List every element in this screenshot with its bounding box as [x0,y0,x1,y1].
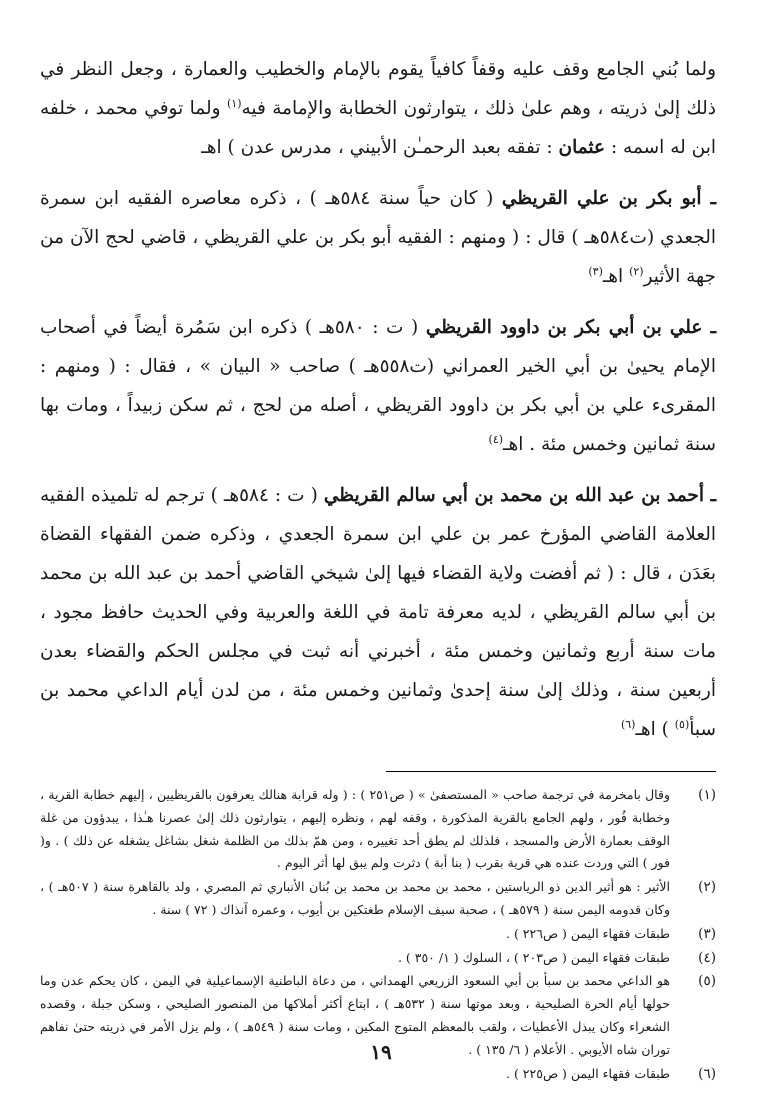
footnote-ref[interactable]: (٥) [674,717,690,731]
footnote-number: (٢) [698,879,716,896]
footnote-item [40,784,716,875]
footnote-number: (٤) [698,949,716,966]
footnote-text: الأثير : هو أثير الدين ذو الرياستين ، محمد بن محمد بن محمد بن بُنان الأنباري ثم المصري ، ولد بالقاهرة سنة ( ٥٠٧هـ ) ، وكان قدومه اليمن سنة ( ٥٧٩هـ ) ، صحبة سيف الإسلام طغتكين بن أيوب ، وعمره آنذاك ( ٧٢ ) سنة . [40,879,670,917]
paragraph-text: ( ت : ٥٨٤هـ ) ترجم له تلميذه الفقيه العلامة القاضي المؤرخ عمر بن علي ابن سمرة الجعدي ، وذكره ضمن الفقهاء القضاة بعَدَن ، قال : ( ثم أفضت ولاية القضاء فيها إلىٰ شيخي القاضي أحمد بن عبد الله بن محمد بن أبي سالم القريظي ، لديه معرفة تامة في اللغة والعربية وفي الحديث حافظ مجود ، مات سنة أربع وثمانين وخمس مئة ، أخبرني أنه ثبت في مجلس الحكم والقضاء بعدن أربعين سنة ، وذلك إلىٰ سنة إحدىٰ وثمانين وخمس مئة ، من لدن أيام الداعي محمد بن سبأ [40,485,716,740]
paragraph-text: ) اهـ [635,719,675,740]
footnote-number: (١) [698,787,716,803]
biography-heading: ـ علي بن أبي بكر بن داوود القريظي [425,317,717,338]
book-page [40,50,716,1113]
biography-heading: ـ أحمد بن عبد الله بن محمد بن أبي سالم القريظي [323,485,717,506]
footnote-ref[interactable]: (٣) [588,264,603,278]
footnote-text: هو الداعي محمد بن سبأ بن أبي السعود الزريعي الهمداني ، من دعاة الباطنية الإسماعيلية في اليمن ، كان يحكم عدن وما حولها أيام الحرة الصليحية ، وبعد موتها سنة ( ٥٣٢هـ ) ، ابتاع أكثر أملاكها من المنصور الصليحي ، وسكن جبلة ، وقصده الشعراء وكان يبذل الأعطيات ، ولقب بالمعظم المتوج المكين ، ومات سنة ( ٥٤٩هـ ) ، ولم يزل الأمر في ذريته حتىٰ نفاهم توران شاه الأيوبي . الأعلام ( ٦/ ١٣٥ ) . [40,973,670,1057]
footnote-divider [386,771,716,772]
footnote-ref[interactable]: (١) [226,96,242,110]
biography-abu-bakr [40,179,716,296]
footnote-item [40,876,716,922]
paragraph-text: ولما بُني الجامع وقف عليه وقفاً كافياً يقوم بالإمام والخطيب والعمارة ، وجعل النظر في ذلك إلىٰ ذريته ، وهم علىٰ ذلك ، يتوارثون الخطابة والإمامة فيه [40,59,717,119]
footnote-ref[interactable]: (٤) [488,432,504,446]
paragraph-text: ولما توفي محمد ، خلفه ابن له اسمه : [40,98,716,158]
footnote-number: (٥) [698,973,716,990]
person-name: عثمان [558,137,606,158]
footnote-item [40,923,716,946]
footnote-number: (٣) [698,925,716,942]
footnote-ref[interactable]: (٦) [620,717,636,731]
footnote-item [40,947,716,970]
footnote-text: طبقات فقهاء اليمن ( ص٢٢٥ ) . [506,1065,670,1081]
footnote-item [40,1063,716,1086]
footnote-text: وقال بامخرمة في ترجمة صاحب « المستصفىٰ » ( ص٢٥١ ) : ( وله قرابة هنالك يعرفون بالقريظيين ، إليهم خطابة القرية ، وخطابة فُور ، ولهم الجامع بالقرية المذكورة ، وقفه لهم ، ونظره إليهم ، يتوارثون ذلك إلىٰ عصرنا هـٰذا ، يبدؤون من غلة الوقف بعمارة الأرض والمسجد ، فلذلك لم يطق أحد تغييره ، ومن همّ بذلك من الظلمة شغل بشاغل يشغله عن ذلك ) . و( فور ) التي وردت عنده هي قرية بقرب ( بنا أبة ) دثرت ولم يبق لها أثر اليوم . [40,787,670,871]
paragraph-text: اهـ [602,266,630,287]
footnote-text: طبقات فقهاء اليمن ( ص٢٠٣ ) ، السلوك ( ١/ ٣٥٠ ) . [397,949,670,965]
page-number: ١٩ [370,1040,392,1064]
paragraph-text: : تفقه بعبد الرحمـٰن الأبيني ، مدرس عدن ) اهـ [201,137,559,158]
biography-ali [40,308,716,464]
biography-heading: ـ أبو بكر بن علي القريظي [501,188,716,209]
footnote-number: (٦) [698,1065,716,1082]
paragraph-text: ( ت : ٥٨٠هـ ) ذكره ابن سَمُرة أيضاً في أصحاب الإمام يحيىٰ بن أبي الخير العمراني (ت٥٥٨هـ ) صاحب « البيان » ، فقال : ( ومنهم : المقرىء علي بن أبي بكر بن داوود القريظي ، أصله من لحج ، ثم سكن زبيداً ، ومات بها سنة ثمانين وخمس مئة . اهـ [40,317,716,455]
biography-ahmad [40,476,716,749]
footnote-ref[interactable]: (٢) [629,264,644,278]
paragraph-mosque-endowment [40,50,716,167]
footnote-text: طبقات فقهاء اليمن ( ص٢٢٦ ) . [506,925,670,941]
paragraph-text: ( كان حياً سنة ٥٨٤هـ ) ، ذكره معاصره الفقيه ابن سمرة الجعدي (ت٥٨٤هـ ) قال : ( ومنهم : الفقيه أبو بكر بن علي القريظي ، قاضي لحج الآن من جهة الأثير [40,188,716,287]
